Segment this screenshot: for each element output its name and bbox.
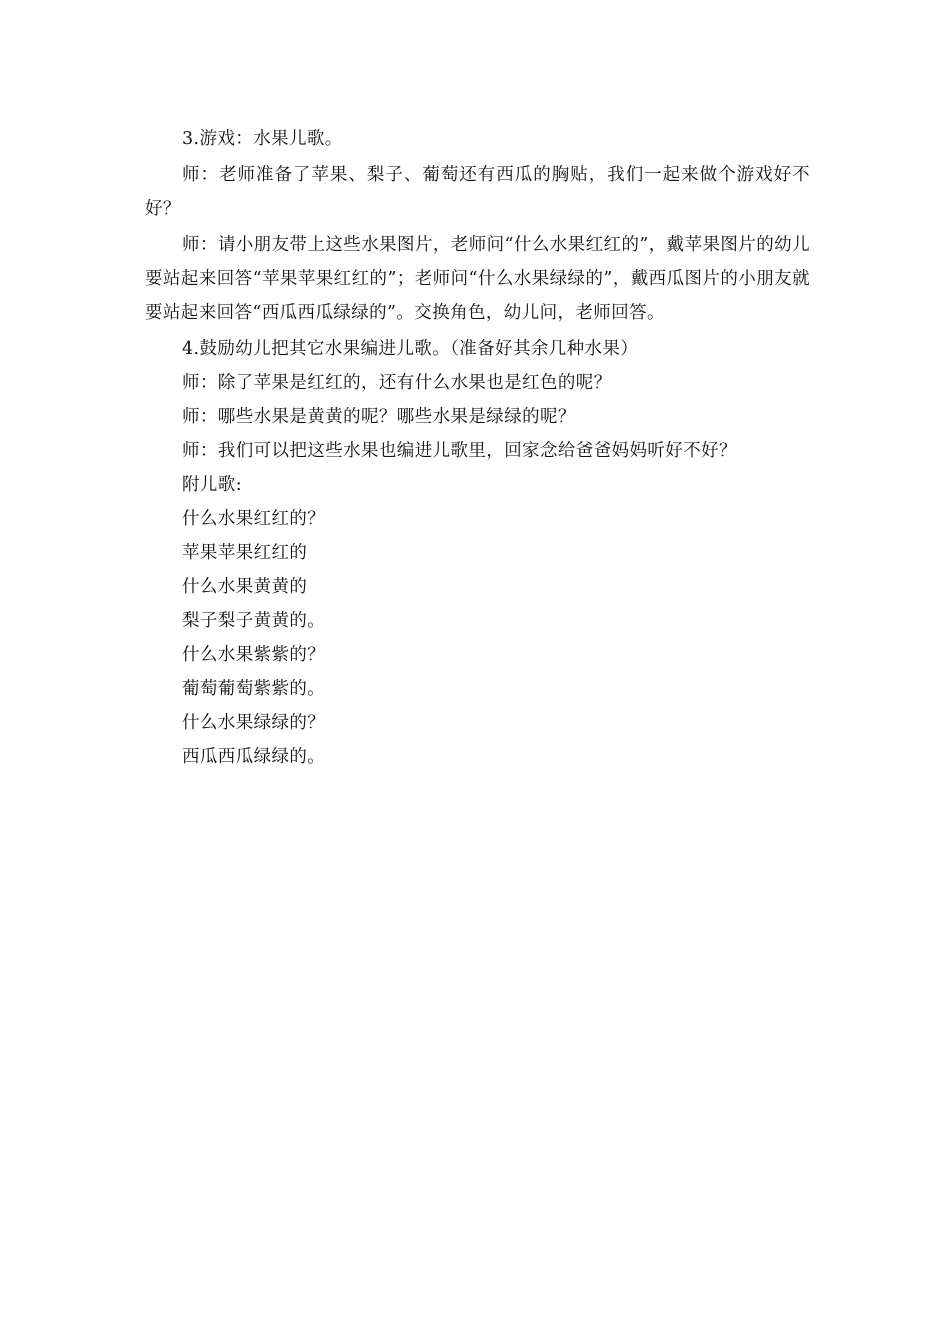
song-line: 什么水果黄黄的 xyxy=(182,577,308,597)
song-line: 西瓜西瓜绿绿的。 xyxy=(182,747,326,767)
paragraph-teacher-question-yellow-green: 师：哪些水果是黄黄的呢？哪些水果是绿绿的呢？ xyxy=(182,407,576,427)
song-line: 葡萄葡萄紫紫的。 xyxy=(182,679,326,699)
paragraph-teacher-question-red: 师：除了苹果是红红的，还有什么水果也是红色的呢？ xyxy=(182,373,612,393)
document-body xyxy=(145,122,810,774)
song-line: 什么水果紫紫的？ xyxy=(182,645,326,665)
section-heading-encourage: 4.鼓励幼儿把其它水果编进儿歌。（准备好其余几种水果） xyxy=(182,339,639,359)
song-line: 什么水果绿绿的？ xyxy=(182,713,326,733)
song-line: 梨子梨子黄黄的。 xyxy=(182,611,326,631)
song-lyrics xyxy=(145,502,810,774)
section-heading-game: 3.游戏：水果儿歌。 xyxy=(182,129,343,149)
song-line: 苹果苹果红红的 xyxy=(182,543,308,563)
paragraph-teacher-instructions: 师：请小朋友带上这些水果图片，老师问“什么水果红红的”，戴苹果图片的幼儿要站起来回答“苹果苹果红红的”；老师问“什么水果绿绿的”，戴西瓜图片的小朋友就要站起来回答“西瓜西瓜绿绿的”。交换角色，幼儿问，老师回答。 xyxy=(145,235,810,323)
paragraph-teacher-prepare: 师：老师准备了苹果、梨子、葡萄还有西瓜的胸贴，我们一起来做个游戏好不好？ xyxy=(145,165,810,219)
song-line: 什么水果红红的？ xyxy=(182,509,326,529)
paragraph-teacher-question-home: 师：我们可以把这些水果也编进儿歌里，回家念给爸爸妈妈听好不好？ xyxy=(182,441,737,461)
song-heading: 附儿歌: xyxy=(182,475,242,495)
